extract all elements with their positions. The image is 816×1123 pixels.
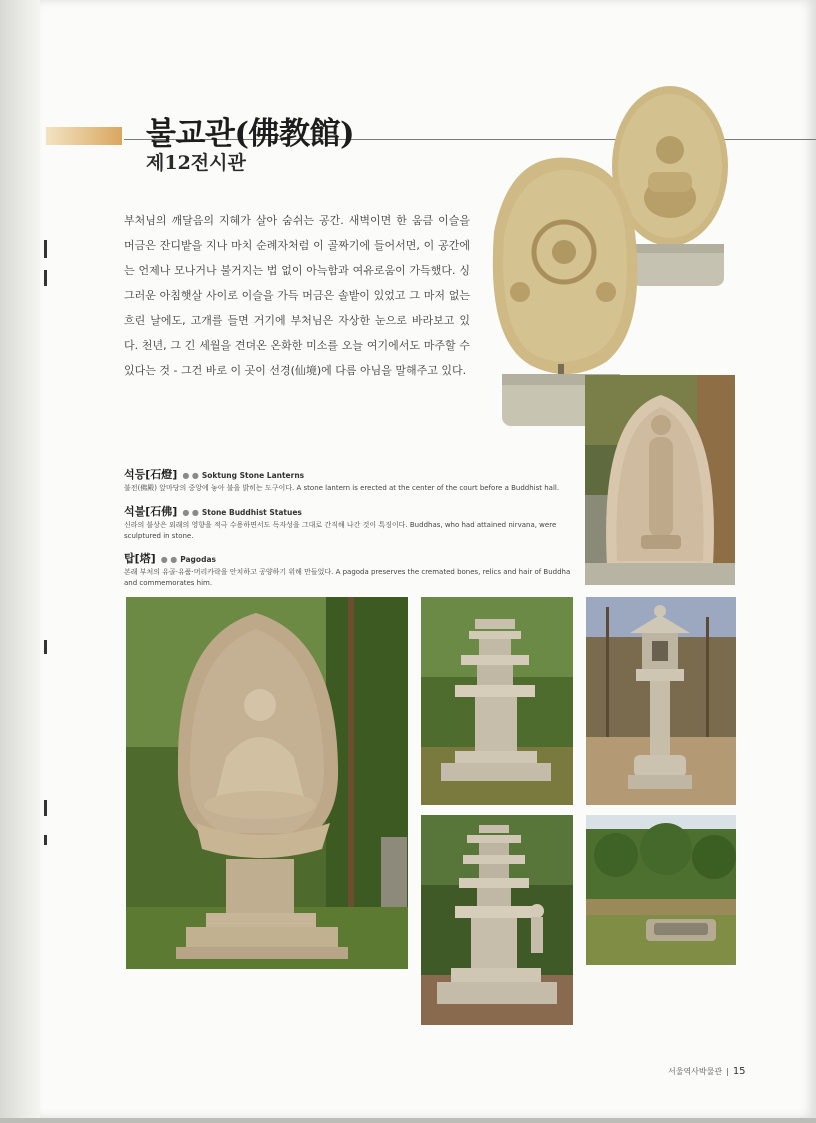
page-subtitle: 제12전시관 bbox=[146, 152, 246, 174]
title-accent-bar bbox=[46, 127, 122, 145]
section-title: 석등[石燈] bbox=[124, 468, 178, 481]
footer-label: 서울역사박물관 bbox=[668, 1067, 723, 1076]
section-description: 신라의 불상은 외래의 영향을 적극 수용하면서도 독자성을 그대로 간직해 나간 것이 특징이다. Buddhas, who had attained nirvana, were sculptured in stone. bbox=[124, 521, 557, 540]
section-stone-lanterns bbox=[124, 466, 574, 494]
section-english-title: Stone Buddhist Statues bbox=[201, 508, 302, 517]
section-title: 탑[塔] bbox=[124, 552, 156, 565]
bullet-dots: ● ● bbox=[182, 508, 199, 517]
stone-lantern-photo bbox=[586, 597, 736, 805]
section-pagodas bbox=[124, 550, 574, 589]
page-number: 15 bbox=[732, 1066, 746, 1077]
section-title: 석불[石佛] bbox=[124, 505, 178, 518]
gutter-mark bbox=[44, 835, 47, 845]
section-heading bbox=[124, 466, 574, 482]
scanner-edge bbox=[0, 1118, 816, 1123]
section-heading bbox=[124, 550, 574, 566]
garden-photo bbox=[586, 815, 736, 965]
standing-buddha-photo bbox=[585, 375, 735, 585]
pagoda-photo-1 bbox=[421, 597, 573, 805]
page-footer bbox=[668, 1066, 746, 1077]
pagoda-photo-2 bbox=[421, 815, 573, 1025]
bullet-dots: ● ● bbox=[160, 555, 178, 564]
section-english-title: Soktung Stone Lanterns bbox=[201, 471, 305, 480]
footer-divider: | bbox=[726, 1067, 729, 1076]
section-description: 불전(佛殿) 앞마당의 중앙에 놓아 불을 밝히는 도구이다. A stone lantern is erected at the center of the court before a Buddhist hall. bbox=[124, 484, 560, 492]
page-title: 불교관(佛教館) bbox=[146, 116, 355, 152]
gutter-mark bbox=[44, 270, 47, 286]
section-heading bbox=[124, 503, 574, 519]
section-english-title: Pagodas bbox=[180, 555, 216, 564]
intro-paragraph: 부처님의 깨달음의 지혜가 살아 숨쉬는 공간. 새벽이면 한 움큼 이슬을 머금은 잔디밭을 지나 마치 순례자처럼 이 골짜기에 들어서면, 이 공간에는 언제나 모나거나 불거지는 법 없이 아늑함과 여유로움이 가득했다. 싱그러운 아침햇살 사이로 이슬을 가득 머금은 솔밭이 있었고 그 마저 없는 흐린 날에도, 고개를 들면 거기에 부처님은 자상한 눈으로 바라보고 있다. 천년, 그 긴 세월을 견뎌온 온화한 미소를 오늘 여기에서도 마주할 수 있다는 것 - 그건 바로 이 곳이 선경(仙境)에 다름 아님을 말해주고 있다. bbox=[124, 214, 470, 377]
gutter-mark bbox=[44, 640, 47, 654]
section-description: 본래 부처의 유골·유품·머리카락을 안치하고 공양하기 위해 만들었다. A pagoda preserves the cremated bones, relics and hair of Buddha and commemorates him. bbox=[124, 568, 571, 587]
gutter-mark bbox=[44, 800, 47, 816]
gutter-mark bbox=[44, 240, 47, 258]
section-stone-buddhas bbox=[124, 503, 574, 542]
bullet-dots: ● ● bbox=[182, 471, 199, 480]
seated-buddha-photo bbox=[126, 597, 408, 969]
binding-gutter bbox=[0, 0, 40, 1123]
